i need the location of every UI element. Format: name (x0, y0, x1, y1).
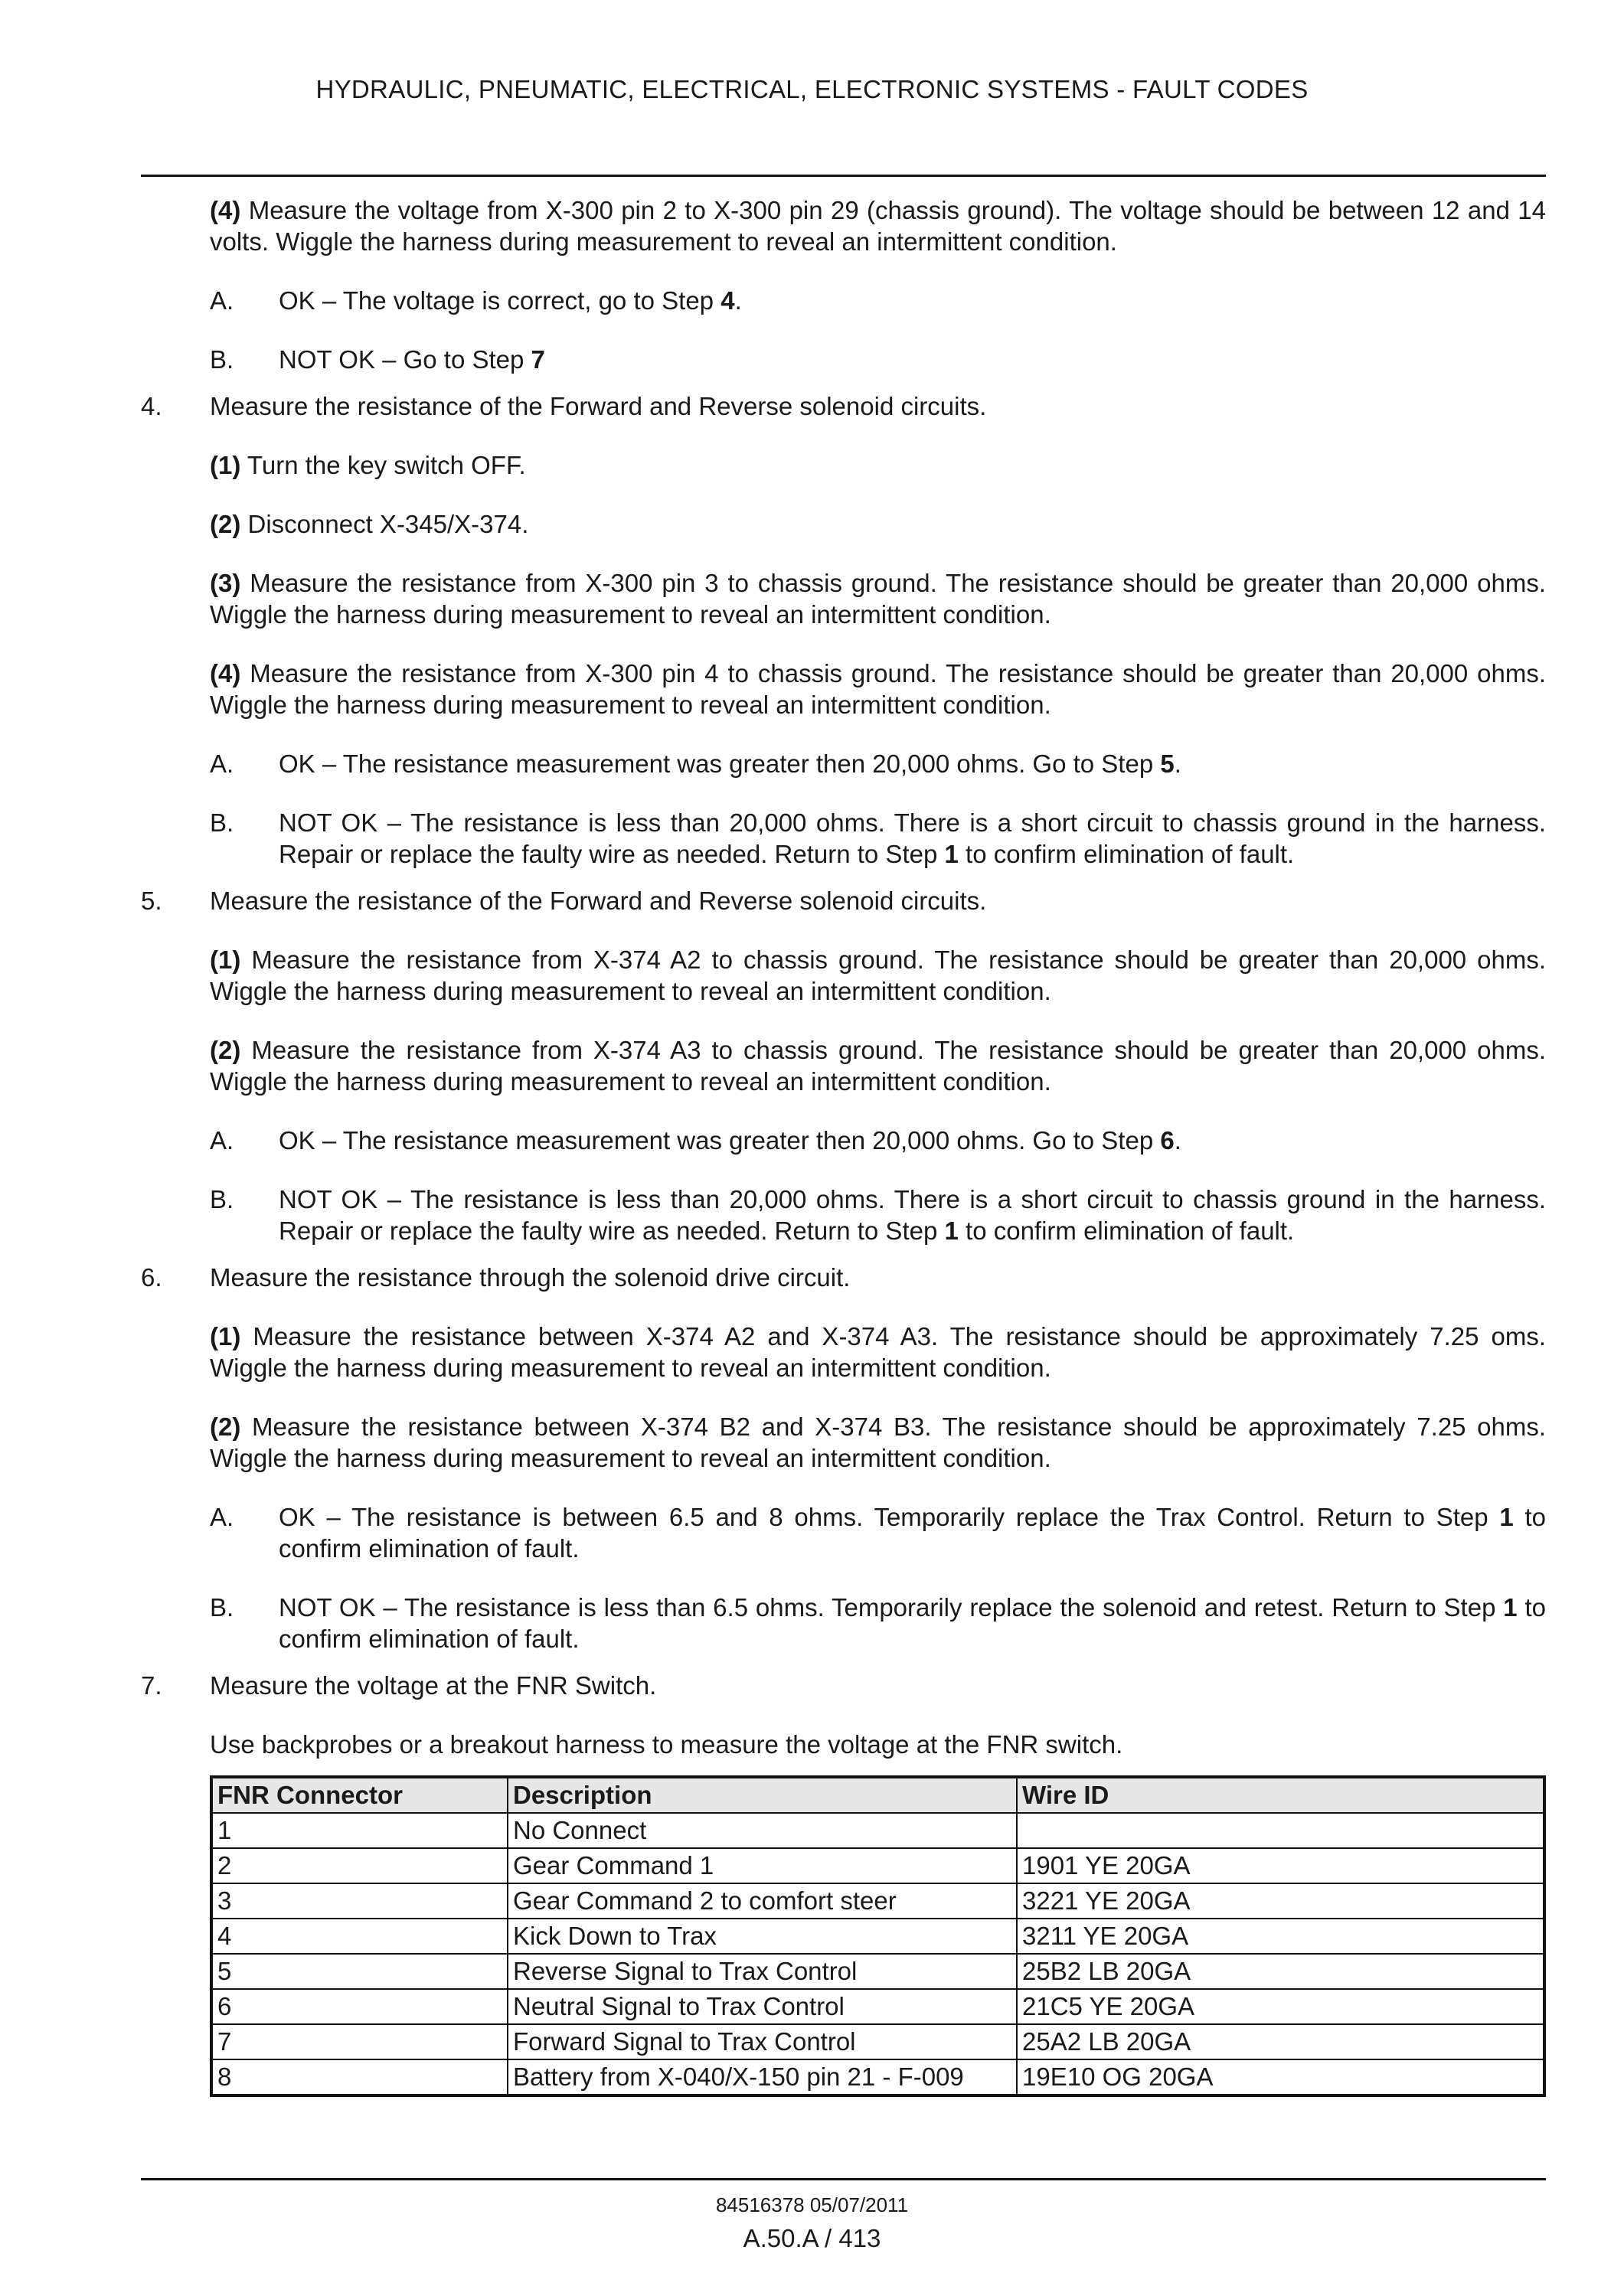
step7-intro: Use backprobes or a breakout harness to measure the voltage at the FNR switch. (210, 1730, 1123, 1759)
fnr-connector-table (210, 1775, 1546, 2097)
table-row (211, 2059, 1544, 2095)
table-cell: 7 (211, 2024, 508, 2059)
document-id: 84516378 05/07/2011 (715, 2193, 909, 2216)
step6-option-a: A. OK – The resistance is between 6.5 and 8 ohms. Temporarily replace the Trax Control. Return to Step 1 to confirm elimination of fault. (210, 1503, 1546, 1563)
step5-sub1: (1) Measure the resistance from X-374 A2 to chassis ground. The resistance should be greater than 20,000 ohms. Wiggle the harness during measurement to reveal an intermittent condition. (210, 946, 1546, 1005)
step5-sub2: (2) Measure the resistance from X-374 A3 to chassis ground. The resistance should be greater than 20,000 ohms. Wiggle the harness during measurement to reveal an intermittent condition. (210, 1036, 1546, 1096)
table-cell: Kick Down to Trax (508, 1919, 1017, 1954)
step6-sub2: (2) Measure the resistance between X-374 B2 and X-374 B3. The resistance should be approximately 7.25 ohms. Wiggle the harness during measurement to reveal an intermittent condition. (210, 1413, 1547, 1472)
step4-sub3: (3) Measure the resistance from X-300 pin 3 to chassis ground. The resistance should be greater than 20,000 ohms. Wiggle the harness during measurement to reveal an intermittent condition. (210, 569, 1546, 629)
table-cell: Gear Command 2 to comfort steer (508, 1883, 1017, 1919)
document-body (141, 194, 1546, 2097)
table-row (211, 1919, 1544, 1954)
table-cell: 1901 YE 20GA (1017, 1848, 1544, 1883)
step3-option-a: A. OK – The voltage is correct, go to Step 4. (210, 286, 742, 315)
table-cell: Neutral Signal to Trax Control (508, 1989, 1017, 2024)
table-row (211, 2024, 1544, 2059)
table-cell: 8 (211, 2059, 508, 2095)
table-cell: 19E10 OG 20GA (1017, 2059, 1544, 2095)
step4-option-b: B. NOT OK – The resistance is less than 20,000 ohms. There is a short circuit to chassis ground in the harness. Repair or replace the faulty wire as needed. Return to Step 1 to confirm elimination of fault. (210, 808, 1546, 868)
header-rule (141, 175, 1546, 177)
table-cell: 25A2 LB 20GA (1017, 2024, 1544, 2059)
table-cell: 21C5 YE 20GA (1017, 1989, 1544, 2024)
step6-sub1: (1) Measure the resistance between X-374 A2 and X-374 A3. The resistance should be approximately 7.25 oms. Wiggle the harness during measurement to reveal an intermittent condition. (210, 1322, 1546, 1382)
column-header: Wire ID (1017, 1777, 1544, 1813)
table-row (211, 1883, 1544, 1919)
table-cell: Gear Command 1 (508, 1848, 1017, 1883)
table-cell: Reverse Signal to Trax Control (508, 1954, 1017, 1989)
column-header: FNR Connector (211, 1777, 508, 1813)
table-cell: 5 (211, 1954, 508, 1989)
step4-sub4: (4) Measure the resistance from X-300 pin 4 to chassis ground. The resistance should be greater than 20,000 ohms. Wiggle the harness during measurement to reveal an intermittent condition. (210, 659, 1546, 719)
step3-option-b: B. NOT OK – Go to Step 7 (210, 345, 545, 374)
table-cell: 1 (211, 1813, 508, 1848)
step-6-title: 6. Measure the resistance through the solenoid drive circuit. (141, 1263, 851, 1292)
step-7-title: 7. Measure the voltage at the FNR Switch. (141, 1671, 657, 1700)
footer-rule (141, 2178, 1546, 2180)
step6-option-b: B. NOT OK – The resistance is less than 6.5 ohms. Temporarily replace the solenoid and retest. Return to Step 1 to confirm elimination of fault. (210, 1593, 1546, 1653)
table-cell: 6 (211, 1989, 508, 2024)
table-cell: 4 (211, 1919, 508, 1954)
table-row (211, 1848, 1544, 1883)
table-cell: Forward Signal to Trax Control (508, 2024, 1017, 2059)
step4-sub1: (1) Turn the key switch OFF. (210, 451, 526, 479)
table-cell: 2 (211, 1848, 508, 1883)
table-header-row (211, 1777, 1544, 1813)
table-cell: 3 (211, 1883, 508, 1919)
step4-option-a: A. OK – The resistance measurement was greater then 20,000 ohms. Go to Step 5. (210, 750, 1181, 778)
step5-option-a: A. OK – The resistance measurement was greater then 20,000 ohms. Go to Step 6. (210, 1126, 1181, 1155)
table-cell: 3211 YE 20GA (1017, 1919, 1544, 1954)
table-cell (1017, 1813, 1544, 1848)
page-header-title: HYDRAULIC, PNEUMATIC, ELECTRICAL, ELECTRONIC SYSTEMS - FAULT CODES (315, 75, 1309, 103)
step4-sub2: (2) Disconnect X-345/X-374. (210, 510, 529, 538)
table-cell: No Connect (508, 1813, 1017, 1848)
table-row (211, 1989, 1544, 2024)
step3-sub4: (4) Measure the voltage from X-300 pin 2 to X-300 pin 29 (chassis ground). The voltage should be between 12 and 14 volts. Wiggle the harness during measurement to reveal an intermittent condition. (210, 196, 1547, 256)
column-header: Description (508, 1777, 1017, 1813)
step-4-title: 4. Measure the resistance of the Forward and Reverse solenoid circuits. (141, 392, 987, 420)
table-row (211, 1813, 1544, 1848)
table-cell: Battery from X-040/X-150 pin 21 - F-009 (508, 2059, 1017, 2095)
step5-option-b: B. NOT OK – The resistance is less than 20,000 ohms. There is a short circuit to chassis ground in the harness. Repair or replace the faulty wire as needed. Return to Step 1 to confirm elimination of fault. (210, 1185, 1546, 1245)
table-row (211, 1954, 1544, 1989)
step-5-title: 5. Measure the resistance of the Forward and Reverse solenoid circuits. (141, 887, 987, 915)
table-cell: 3221 YE 20GA (1017, 1883, 1544, 1919)
table-cell: 25B2 LB 20GA (1017, 1954, 1544, 1989)
page-number: A.50.A / 413 (743, 2224, 881, 2252)
